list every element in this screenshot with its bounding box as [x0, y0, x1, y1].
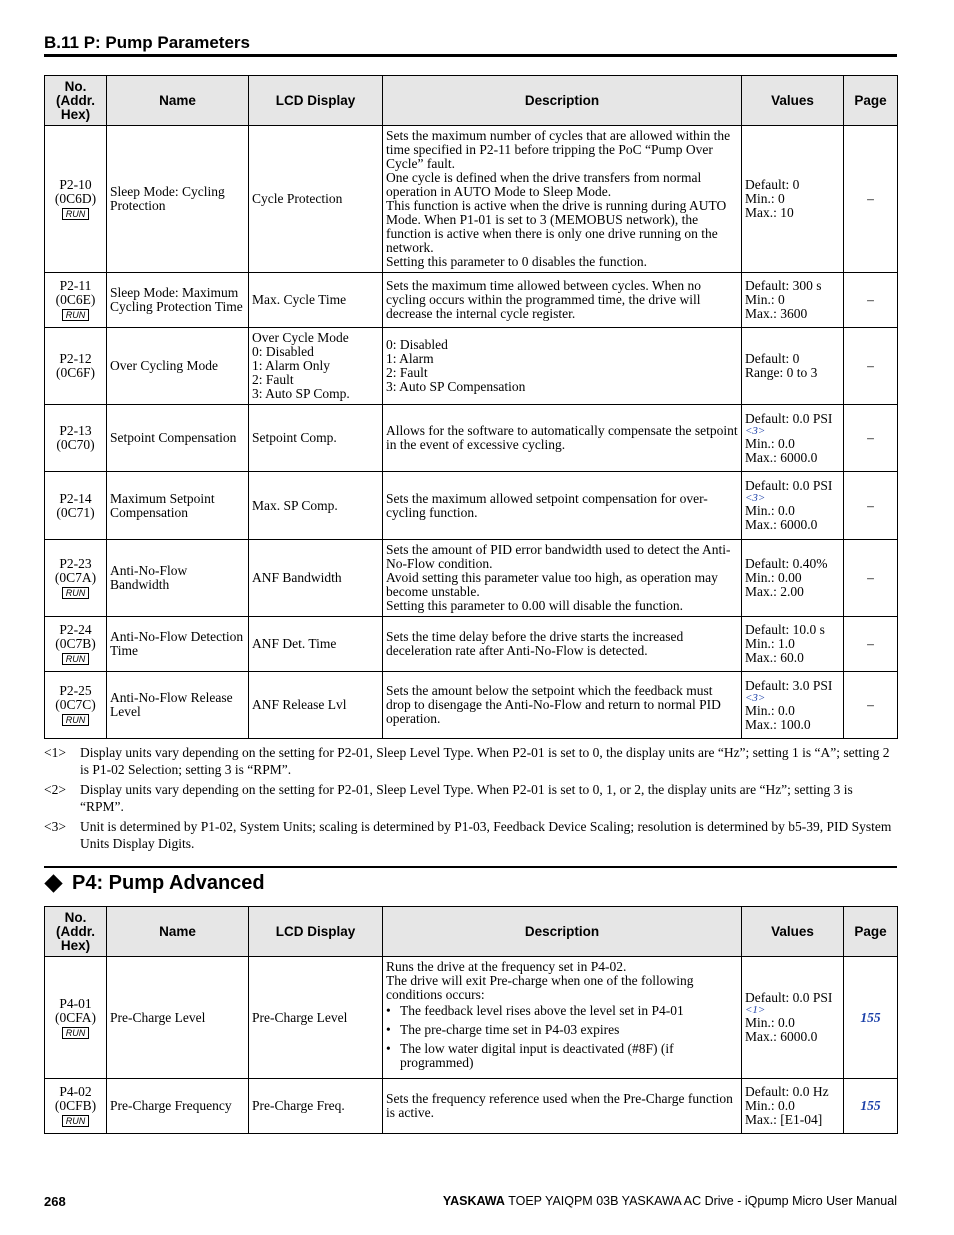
param-description [383, 472, 742, 540]
value-line: Default: 0.0 Hz [745, 1084, 829, 1099]
param-number: P2-11 [59, 278, 92, 293]
lcd-display: Pre-Charge Level [249, 957, 383, 1079]
footer-doc: TOEP YAIQPM 03B YASKAWA AC Drive - iQpump Micro User Manual [508, 1194, 897, 1208]
lcd-display: ANF Bandwidth [249, 540, 383, 617]
lcd-display: Setpoint Comp. [249, 405, 383, 472]
footnote [44, 781, 897, 815]
col-header-lcd: LCD Display [249, 907, 383, 957]
value-line: Max.: 3600 [745, 306, 808, 321]
pump-parameters-table [44, 75, 898, 739]
description-line: Sets the time delay before the drive starts the increased deceleration rate after Anti-No-Flow is detected. [386, 629, 684, 658]
value-line: Max.: 6000.0 [745, 1029, 818, 1044]
description-line: One cycle is defined when the drive transfers from normal operation in AUTO Mode to Sleep Mode. [386, 170, 702, 199]
col-header-name: Name [107, 907, 249, 957]
run-badge: RUN [62, 309, 90, 321]
page-link[interactable]: 155 [860, 1098, 881, 1113]
param-description [383, 957, 742, 1079]
description-line: The drive will exit Pre-charge when one of the following conditions occurs: [386, 973, 694, 1002]
param-values [742, 126, 844, 273]
param-number-cell [45, 672, 107, 739]
param-number: P2-13 [59, 423, 92, 438]
lcd-line: 0: Disabled [252, 344, 314, 359]
page-cell: – [844, 472, 898, 540]
value-line: Max.: 6000.0 [745, 449, 818, 465]
value-line: Max.: 2.00 [745, 584, 804, 599]
param-description [383, 617, 742, 672]
lcd-display: ANF Det. Time [249, 617, 383, 672]
table-row [45, 405, 898, 472]
value-line: Default: 0 [745, 177, 800, 192]
run-badge: RUN [62, 1115, 90, 1127]
page-cell: – [844, 273, 898, 328]
param-number-cell [45, 472, 107, 540]
footnote-ref[interactable]: <1> [745, 1004, 766, 1016]
footnote-ref[interactable]: <3> [745, 691, 766, 704]
table-row [45, 617, 898, 672]
section-heading [44, 872, 265, 895]
param-description [383, 672, 742, 739]
description-line: 3: Auto SP Compensation [386, 379, 526, 394]
footnote-tag: <1> [44, 745, 66, 760]
table-row [45, 540, 898, 617]
col-header-name: Name [107, 76, 249, 126]
footnote-ref[interactable]: <3> [745, 424, 766, 437]
col-header-lcd: LCD Display [249, 76, 383, 126]
param-address: (0C6D) [54, 191, 97, 206]
description-line: Sets the maximum time allowed between cycles. When no cycling occurs within the programmed time, the drive will decrease the internal cycle register. [386, 278, 702, 321]
param-number-cell [45, 617, 107, 672]
param-number: P2-10 [59, 177, 92, 192]
param-name: Maximum Setpoint Compensation [107, 472, 249, 540]
description-line: Avoid setting this parameter value too high, as operation may become unstable. [386, 570, 718, 599]
col-header-values: Values [742, 76, 844, 126]
description-line: Sets the amount below the setpoint which the feedback must drop to disengage the Anti-No-Flow and return to normal PID operation. [386, 683, 721, 726]
footnote-text: Display units vary depending on the setting for P2-01, Sleep Level Type. When P2-01 is set to 0, 1, or 2, the display units are “Hz”; setting 3 is “RPM”. [80, 782, 853, 814]
description-line: Runs the drive at the frequency set in P4-02. [386, 959, 627, 974]
param-description [383, 1079, 742, 1134]
param-name: Pre-Charge Frequency [107, 1079, 249, 1134]
section-header-title: B.11 P: Pump Parameters [44, 33, 250, 52]
param-name: Pre-Charge Level [107, 957, 249, 1079]
description-line: Setting this parameter to 0.00 will disable the function. [386, 598, 683, 613]
description-line: 2: Fault [386, 365, 428, 380]
lcd-display: Cycle Protection [249, 126, 383, 273]
param-values [742, 472, 844, 540]
page-cell: – [844, 126, 898, 273]
value-line: Max.: 10 [745, 205, 794, 220]
run-badge: RUN [62, 653, 90, 665]
value-line: Max.: 100.0 [745, 716, 811, 732]
value-line: Max.: [E1-04] [745, 1112, 823, 1127]
param-values [742, 540, 844, 617]
diamond-bullet-icon [44, 874, 62, 892]
param-values [742, 617, 844, 672]
value-line: Default: 0.0 PSI [745, 478, 833, 493]
value-line: Min.: 0.00 [745, 570, 802, 585]
param-values [742, 1079, 844, 1134]
param-address: (0C6F) [55, 365, 95, 380]
description-line: Allows for the software to automatically compensate the setpoint in the event of excessive cycling. [386, 423, 738, 452]
lcd-line: 3: Auto SP Comp. [252, 386, 350, 401]
description-line: Sets the maximum number of cycles that are allowed within the time specified in P2-11 before tripping the PoC “Pump Over Cycle” fault. [386, 128, 731, 171]
value-line: Default: 0.0 PSI [745, 410, 833, 426]
table-row [45, 328, 898, 405]
param-name: Over Cycling Mode [107, 328, 249, 405]
run-badge: RUN [62, 208, 90, 220]
param-values [742, 273, 844, 328]
table-row [45, 273, 898, 328]
page-cell: – [844, 617, 898, 672]
col-header-no: No. (Addr. Hex) [45, 907, 107, 957]
col-header-values: Values [742, 907, 844, 957]
param-number: P2-12 [59, 351, 92, 366]
col-header-page: Page [844, 907, 898, 957]
lcd-line: Over Cycle Mode [252, 330, 349, 345]
param-name: Anti-No-Flow Bandwidth [107, 540, 249, 617]
param-number: P2-14 [59, 490, 92, 506]
value-line: Range: 0 to 3 [745, 365, 818, 380]
value-line: Min.: 0.0 [745, 702, 795, 718]
footer-brand: YASKAWA [442, 1194, 505, 1208]
page-cell: – [844, 328, 898, 405]
param-name: Anti-No-Flow Detection Time [107, 617, 249, 672]
value-line: Default: 0.40% [745, 556, 828, 571]
run-badge: RUN [62, 1027, 90, 1039]
header-rule [44, 54, 897, 57]
lcd-display [249, 328, 383, 405]
value-line: Default: 10.0 s [745, 622, 825, 637]
value-line: Min.: 0 [745, 292, 785, 307]
lcd-line: 1: Alarm Only [252, 358, 330, 373]
description-line: Sets the amount of PID error bandwidth used to detect the Anti-No-Flow condition. [386, 542, 731, 571]
lcd-display: Max. SP Comp. [249, 472, 383, 540]
param-number: P4-01 [59, 995, 92, 1011]
param-description [383, 405, 742, 472]
list-item: • The feedback level rises above the level set in P4-01 [386, 1004, 738, 1018]
param-description [383, 540, 742, 617]
footnote-tag: <2> [44, 782, 66, 797]
lcd-display: Pre-Charge Freq. [249, 1079, 383, 1134]
param-number: P2-24 [59, 622, 92, 637]
value-line: Default: 0.0 PSI [745, 990, 833, 1005]
param-number: P4-02 [59, 1084, 92, 1099]
table-header-row [45, 907, 898, 957]
value-line: Min.: 0.0 [745, 503, 795, 518]
footnote-ref[interactable]: <3> [745, 492, 766, 504]
col-header-page: Page [844, 76, 898, 126]
description-line: This function is active when the drive is running during AUTO Mode. When P1-01 is set to 3 (MEMOBUS network), the function is active when there is only one drive running on the network. [386, 198, 727, 255]
list-item: • The low water digital input is deactivated (#8F) (if programmed) [386, 1042, 738, 1070]
section-rule [44, 866, 897, 868]
col-header-description: Description [383, 907, 742, 957]
param-address: (0C6E) [55, 292, 96, 307]
param-address: (0CFA) [54, 1009, 96, 1025]
pump-advanced-table [44, 906, 898, 1134]
param-address: (0C70) [56, 437, 95, 452]
table-row [45, 472, 898, 540]
footnote-tag: <3> [44, 819, 66, 834]
param-address: (0C7A) [54, 570, 97, 585]
col-header-description: Description [383, 76, 742, 126]
value-line: Min.: 0.0 [745, 1098, 795, 1113]
param-description [383, 328, 742, 405]
value-line: Min.: 0.0 [745, 435, 795, 451]
description-line: 0: Disabled [386, 337, 448, 352]
value-line: Min.: 0 [745, 191, 785, 206]
description-line: Sets the frequency reference used when the Pre-Charge function is active. [386, 1091, 733, 1120]
param-name: Anti-No-Flow Release Level [107, 672, 249, 739]
param-name: Sleep Mode: Cycling Protection [107, 126, 249, 273]
page-cell [844, 957, 898, 1079]
lcd-display: Max. Cycle Time [249, 273, 383, 328]
page-number: 268 [44, 1194, 66, 1209]
param-number-cell [45, 957, 107, 1079]
table-row [45, 126, 898, 273]
param-address: (0CFB) [54, 1098, 97, 1113]
page-link[interactable]: 155 [860, 1009, 881, 1025]
param-description [383, 273, 742, 328]
param-number-cell [45, 1079, 107, 1134]
footnote-text: Unit is determined by P1-02, System Units; scaling is determined by P1-03, Feedback Device Scaling; resolution is determined by b5-39, PID System Units Display Digits. [80, 819, 892, 851]
description-line: Sets the maximum allowed setpoint compensation for over-cycling function. [386, 490, 708, 520]
param-values [742, 957, 844, 1079]
footnote-text: Display units vary depending on the setting for P2-01, Sleep Level Type. When P2-01 is set to 0, the display units are “Hz”; setting 1 is “A”; setting 2 is P1-02 Selection; setting 3 is “RPM”. [80, 745, 890, 777]
footnotes [44, 744, 897, 855]
footnote [44, 818, 897, 852]
value-line: Max.: 60.0 [745, 650, 804, 665]
page-cell: – [844, 672, 898, 739]
param-values [742, 328, 844, 405]
param-values [742, 672, 844, 739]
param-address: (0C71) [56, 504, 95, 520]
page-cell: – [844, 405, 898, 472]
run-badge: RUN [62, 714, 90, 726]
value-line: Default: 300 s [745, 278, 822, 293]
condition-list [386, 1004, 738, 1070]
col-header-no: No. (Addr. Hex) [45, 76, 107, 126]
section-title: P4: Pump Advanced [72, 872, 265, 894]
value-line: Default: 0 [745, 351, 800, 366]
lcd-line: 2: Fault [252, 372, 294, 387]
param-address: (0C7C) [55, 697, 96, 712]
param-number: P2-23 [59, 556, 92, 571]
page-cell: – [844, 540, 898, 617]
description-line: Setting this parameter to 0 disables the function. [386, 254, 647, 269]
table-header-row [45, 76, 898, 126]
value-line: Default: 3.0 PSI [745, 677, 833, 693]
value-line: Min.: 0.0 [745, 1015, 795, 1030]
lcd-display: ANF Release Lvl [249, 672, 383, 739]
param-name: Sleep Mode: Maximum Cycling Protection Time [107, 273, 249, 328]
param-values [742, 405, 844, 472]
description-line: 1: Alarm [386, 351, 434, 366]
table-row [45, 957, 898, 1079]
value-line: Max.: 6000.0 [745, 517, 818, 532]
value-line: Min.: 1.0 [745, 636, 795, 651]
table-row [45, 1079, 898, 1134]
param-number-cell [45, 126, 107, 273]
table-row [45, 672, 898, 739]
list-item: • The pre-charge time set in P4-03 expires [386, 1023, 738, 1037]
page-cell [844, 1079, 898, 1134]
run-badge: RUN [62, 587, 90, 599]
footnote [44, 744, 897, 778]
param-description [383, 126, 742, 273]
param-number-cell [45, 328, 107, 405]
param-number: P2-25 [59, 683, 92, 698]
param-name: Setpoint Compensation [107, 405, 249, 472]
param-number-cell [45, 540, 107, 617]
param-number-cell [45, 273, 107, 328]
footer-doc-title [443, 1194, 897, 1208]
param-address: (0C7B) [55, 636, 96, 651]
param-number-cell [45, 405, 107, 472]
